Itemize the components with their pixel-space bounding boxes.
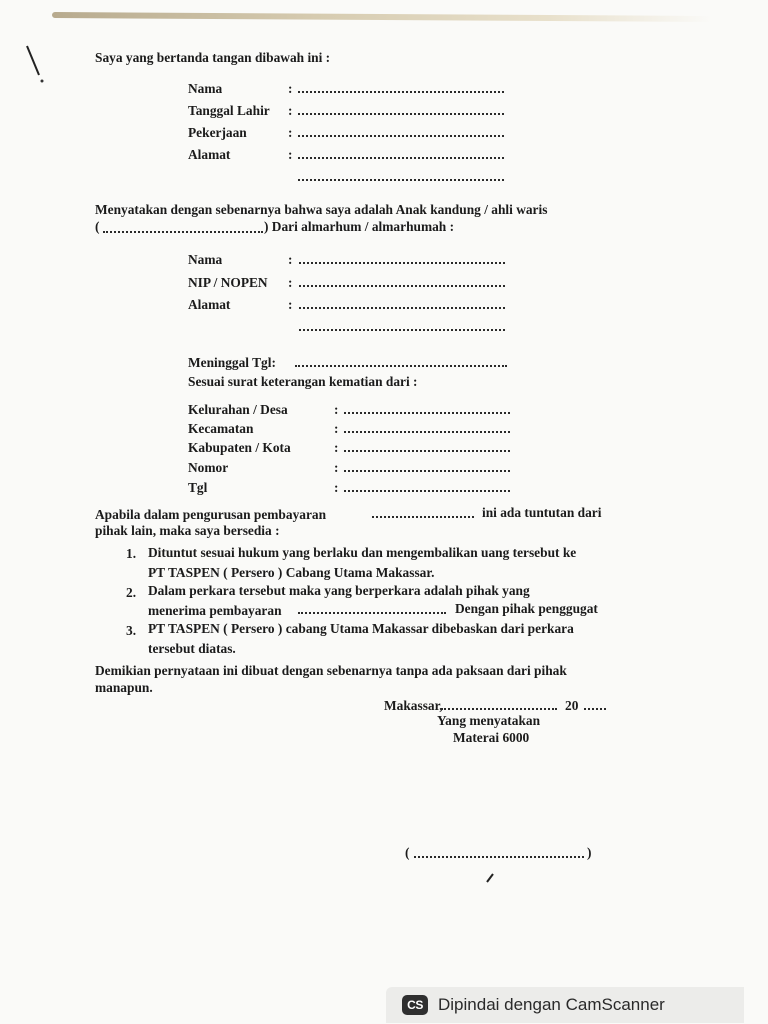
- closing-line1: Demikian pernyataan ini dibuat dengan sebenarnya tanpa ada paksaan dari pihak: [95, 663, 567, 678]
- scan-mark-bottom: [485, 872, 497, 889]
- deceased-address-label: Alamat: [188, 297, 231, 312]
- signature-close-paren: ): [587, 845, 592, 860]
- condition-part2: ini ada tuntutan dari: [482, 505, 602, 520]
- declarant-name-label: Nama: [188, 81, 223, 96]
- declarant-name-field[interactable]: [298, 91, 504, 93]
- item-2-line1: Dalam perkara tersebut maka yang berperkara adalah pihak yang: [148, 583, 530, 598]
- recipient-field[interactable]: [298, 612, 446, 614]
- nomor-field[interactable]: [344, 470, 510, 472]
- camscanner-logo-icon: CS: [402, 995, 428, 1015]
- condition-line2: pihak lain, maka saya bersedia :: [95, 523, 280, 538]
- item-1-line2: PT TASPEN ( Persero ) Cabang Utama Makassar.: [148, 565, 435, 580]
- camscanner-text: Dipindai dengan CamScanner: [438, 995, 665, 1014]
- declarant-job-field[interactable]: [298, 135, 504, 137]
- ink-speck-icon: [485, 872, 497, 884]
- scan-mark-corner: [24, 44, 48, 91]
- declarant-address-field[interactable]: [298, 157, 504, 159]
- deceased-address-field-2[interactable]: [299, 329, 505, 331]
- pen-stroke-icon: [24, 44, 48, 86]
- declarant-job-colon: :: [288, 125, 293, 140]
- kelurahan-colon: :: [334, 402, 339, 417]
- certificate-intro: Sesuai surat keterangan kematian dari :: [188, 374, 418, 389]
- deceased-address-field[interactable]: [299, 307, 505, 309]
- place-label: Makassar,: [384, 698, 443, 713]
- declarant-birth-colon: :: [288, 103, 293, 118]
- year-prefix: 20: [565, 698, 579, 713]
- nomor-colon: :: [334, 460, 339, 475]
- kecamatan-field[interactable]: [344, 431, 510, 433]
- kelurahan-field[interactable]: [344, 412, 510, 414]
- item-3-line1: PT TASPEN ( Persero ) cabang Utama Makassar dibebaskan dari perkara: [148, 621, 574, 636]
- death-date-label: Meninggal Tgl:: [188, 355, 276, 370]
- kabupaten-colon: :: [334, 440, 339, 455]
- deceased-name-field[interactable]: [299, 262, 505, 264]
- deceased-name-colon: :: [288, 252, 293, 267]
- tgl-field[interactable]: [344, 490, 510, 492]
- declarant-address-field-2[interactable]: [298, 179, 504, 181]
- year-field[interactable]: [584, 708, 606, 710]
- payment-field[interactable]: [372, 516, 474, 518]
- declaration-line2: ) Dari almarhum / almarhumah :: [264, 219, 455, 234]
- tgl-colon: :: [334, 480, 339, 495]
- declarant-job-label: Pekerjaan: [188, 125, 247, 140]
- item-3-line2: tersebut diatas.: [148, 641, 236, 656]
- stamp-label: Materai 6000: [453, 730, 530, 745]
- signature-open-paren: (: [405, 845, 410, 860]
- nomor-label: Nomor: [188, 460, 229, 475]
- kecamatan-label: Kecamatan: [188, 421, 254, 436]
- tgl-label: Tgl: [188, 480, 208, 495]
- declarant-address-label: Alamat: [188, 147, 231, 162]
- declarant-address-colon: :: [288, 147, 293, 162]
- deceased-name-label: Nama: [188, 252, 223, 267]
- item-1-number: 1.: [126, 546, 137, 561]
- declarant-birth-label: Tanggal Lahir: [188, 103, 270, 118]
- declarer-label: Yang menyatakan: [437, 713, 541, 728]
- declarant-birth-field[interactable]: [298, 113, 504, 115]
- item-2-number: 2.: [126, 585, 137, 600]
- camscanner-badge: [386, 987, 744, 1023]
- date-field[interactable]: [441, 708, 557, 710]
- condition-part1: Apabila dalam pengurusan pembayaran: [95, 507, 327, 522]
- relation-field[interactable]: [103, 231, 263, 233]
- declarant-name-colon: :: [288, 81, 293, 96]
- death-date-field[interactable]: [295, 365, 507, 367]
- deceased-nip-field[interactable]: [299, 285, 505, 287]
- item-3-number: 3.: [126, 623, 137, 638]
- kelurahan-label: Kelurahan / Desa: [188, 402, 288, 417]
- kabupaten-label: Kabupaten / Kota: [188, 440, 291, 455]
- item-1-line1: Dituntut sesuai hukum yang berlaku dan mengembalikan uang tersebut ke: [148, 545, 577, 560]
- declaration-line1: Menyatakan dengan sebenarnya bahwa saya adalah Anak kandung / ahli waris: [95, 202, 548, 217]
- closing-line2: manapun.: [95, 680, 153, 695]
- signature-field[interactable]: [414, 856, 584, 858]
- kecamatan-colon: :: [334, 421, 339, 436]
- deceased-nip-label: NIP / NOPEN: [188, 275, 268, 290]
- declaration-open-paren: (: [95, 219, 100, 234]
- deceased-address-colon: :: [288, 297, 293, 312]
- item-2-line2b: Dengan pihak penggugat: [455, 601, 598, 616]
- kabupaten-field[interactable]: [344, 450, 510, 452]
- item-2-line2a: menerima pembayaran: [148, 603, 282, 618]
- intro-text: Saya yang bertanda tangan dibawah ini :: [95, 50, 331, 65]
- deceased-nip-colon: :: [288, 275, 293, 290]
